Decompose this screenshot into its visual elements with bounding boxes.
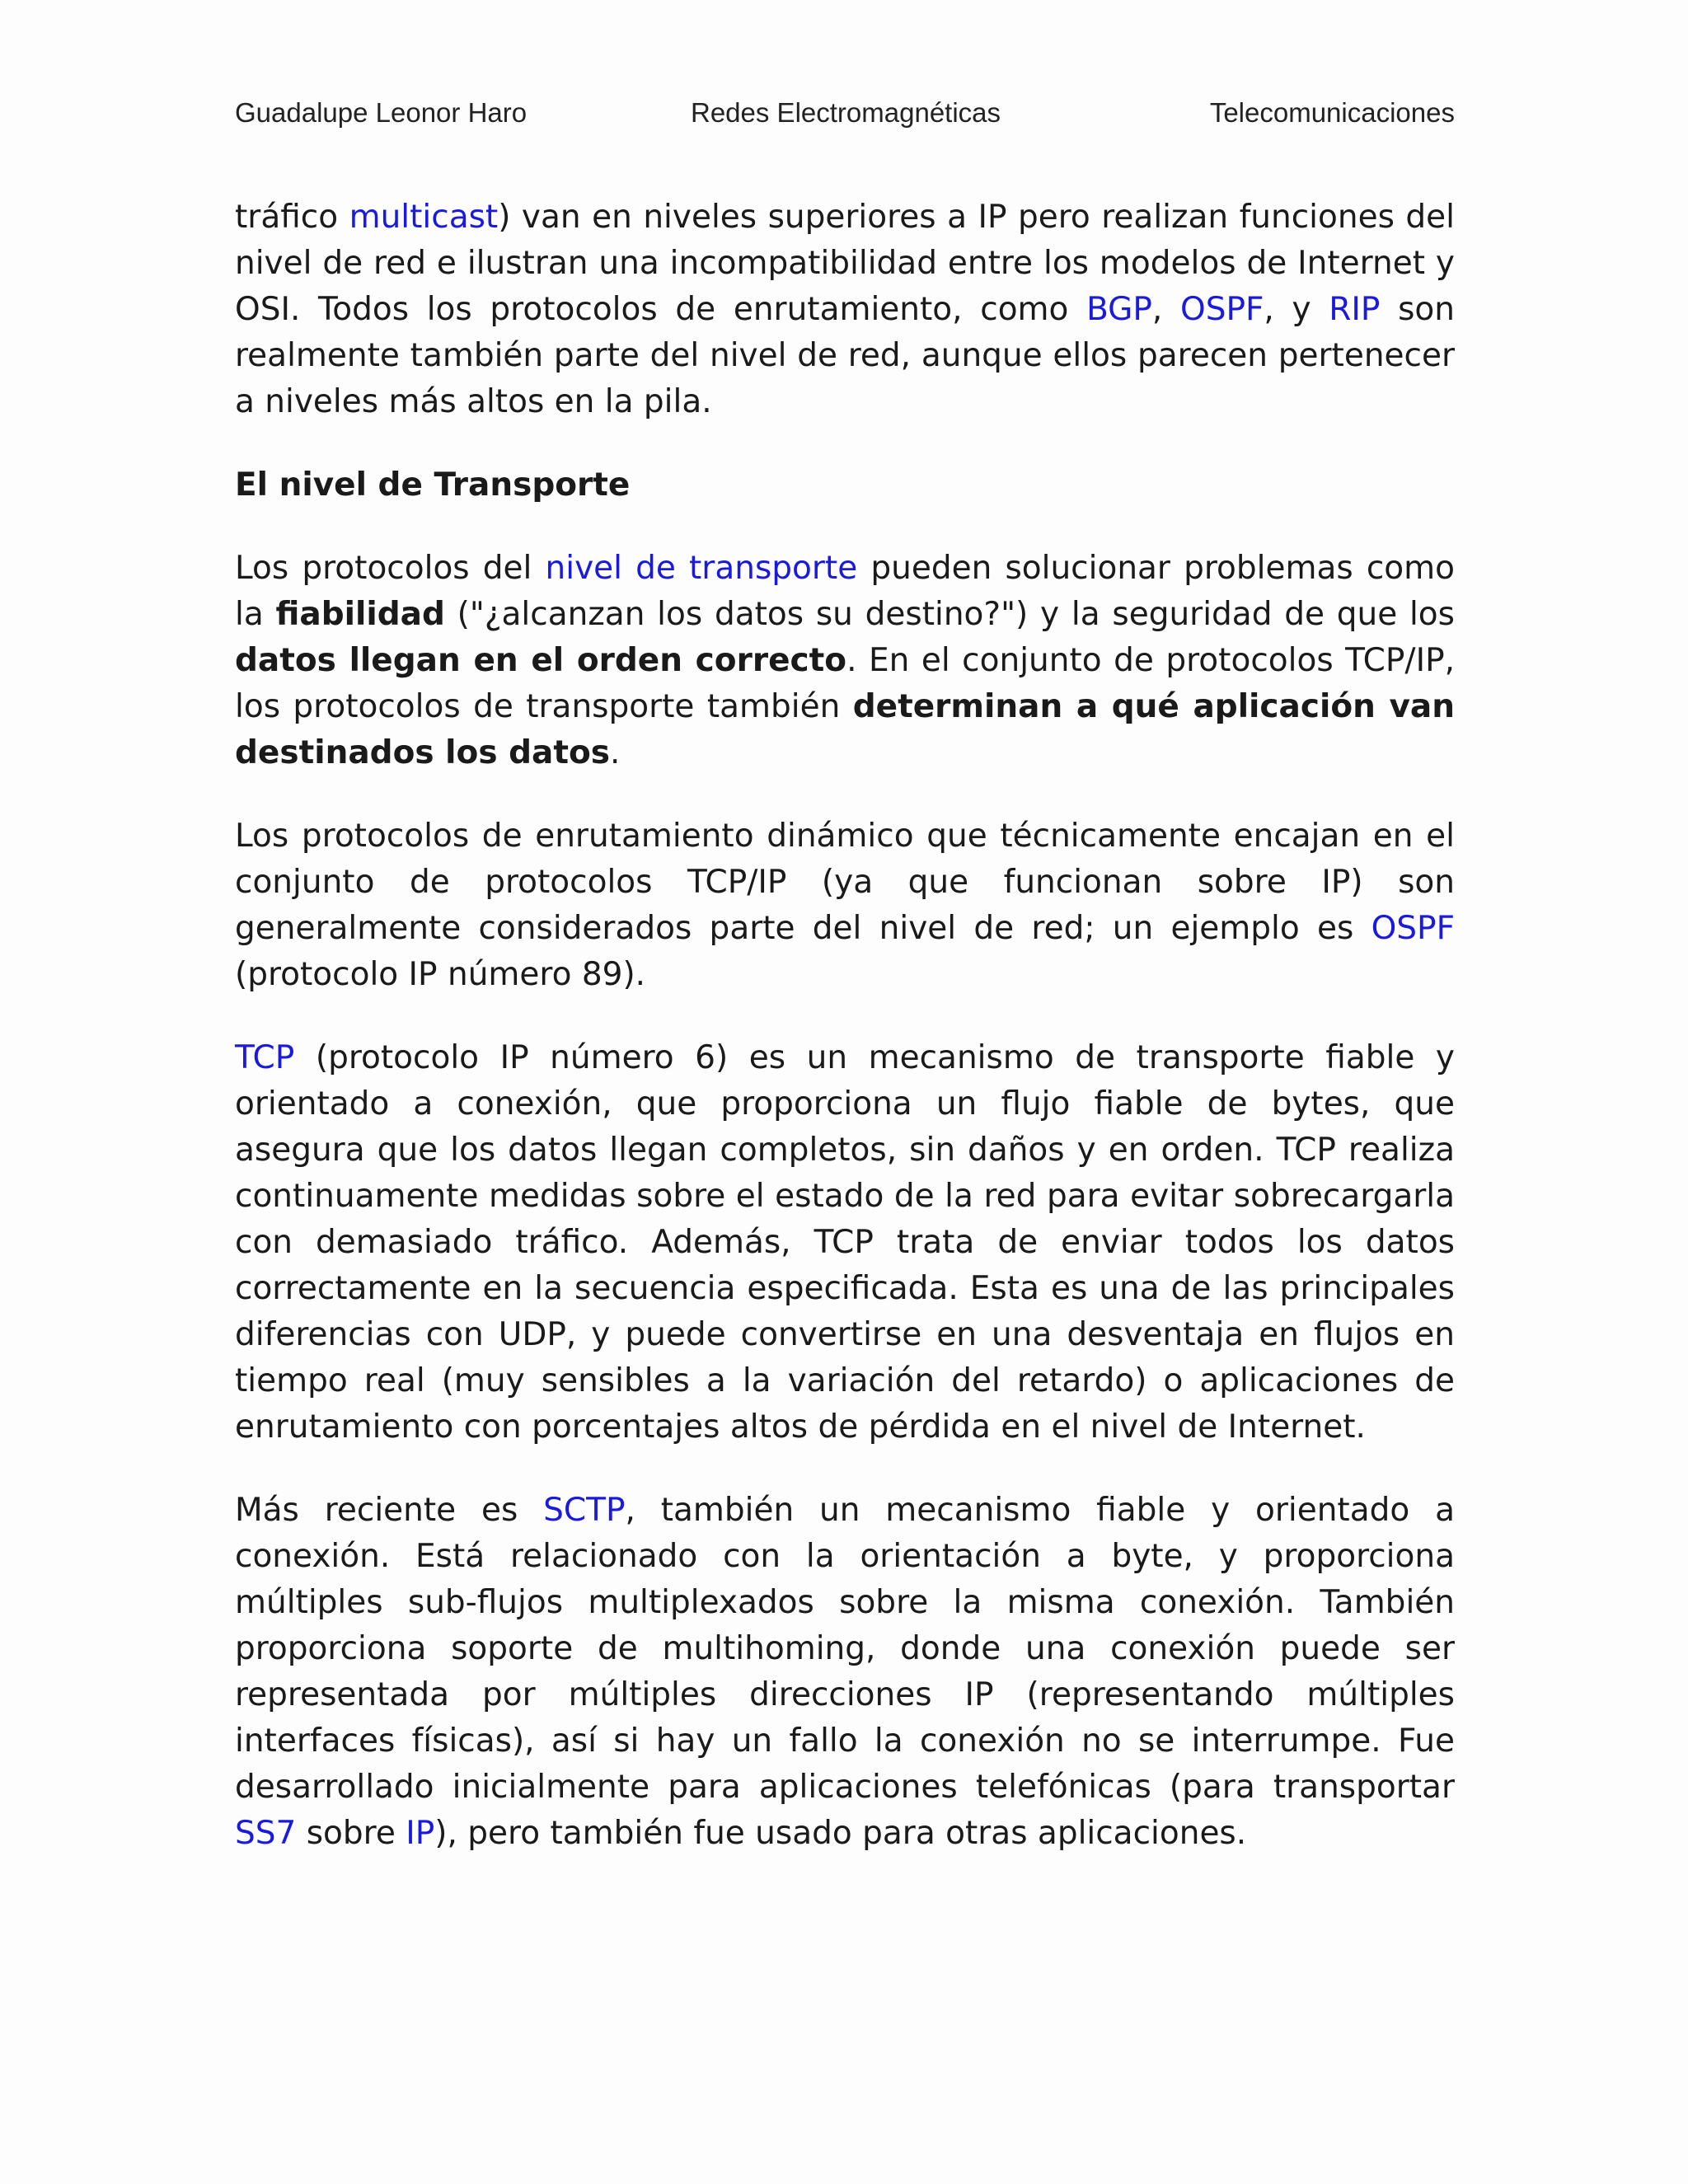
link-ss7[interactable]: SS7 [235, 1815, 297, 1852]
link-tcp[interactable]: TCP [235, 1039, 295, 1076]
bold-fiabilidad: fiabilidad [275, 596, 445, 633]
header-subject: Telecomunicaciones [1209, 97, 1455, 128]
paragraph-dynamic-routing: Los protocolos de enrutamiento dinámico que técnicamente encajan en el conjunto de protocolos TCP/IP (ya que funcionan sobre IP) son generalmente considerados parte del nivel de red; un ejemplo es OSPF (protocolo IP número 89). [235, 818, 1455, 993]
page-header [235, 97, 1455, 138]
paragraph-transport-intro: Los protocolos del nivel de transporte pueden solucionar problemas como la fiabilidad ("¿alcanzan los datos su destino?") y la seguridad de que los datos llegan en el orden correcto. En el conjunto de protocolos TCP/IP, los protocolos de transporte también determinan a qué aplicación van destinados los datos. [235, 550, 1455, 771]
link-nivel-de-transporte[interactable]: nivel de transporte [545, 550, 858, 587]
document-body [235, 194, 1455, 1894]
header-title: Redes Electromagnéticas [691, 97, 1001, 128]
link-sctp[interactable]: SCTP [543, 1492, 626, 1529]
link-multicast[interactable]: multicast [349, 199, 499, 236]
link-ospf[interactable]: OSPF [1180, 291, 1264, 328]
link-ip[interactable]: IP [406, 1815, 435, 1852]
paragraph-sctp: Más reciente es SCTP, también un mecanismo fiable y orientado a conexión. Está relacionado con la orientación a byte, y proporciona múltiples sub-flujos multiplexados sobre la misma conexión. También proporciona soporte de multihoming, donde una conexión puede ser representada por múltiples direcciones IP (representando múltiples interfaces físicas), así si hay un fallo la conexión no se interrumpe. Fue desarrollado inicialmente para aplicaciones telefónicas (para transportar SS7 sobre IP), pero también fue usado para otras aplicaciones. [235, 1492, 1455, 1852]
bold-determinan-aplicacion: determinan a qué aplicación van destinados los datos [235, 688, 1455, 771]
paragraph-routing-protocols: tráfico multicast) van en niveles superiores a IP pero realizan funciones del nivel de red e ilustran una incompatibilidad entre los modelos de Internet y OSI. Todos los protocolos de enrutamiento, como BGP, OSPF, y RIP son realmente también parte del nivel de red, aunque ellos parecen pertenecer a niveles más altos en la pila. [235, 199, 1455, 420]
link-ospf-2[interactable]: OSPF [1371, 910, 1455, 947]
paragraph-tcp: TCP (protocolo IP número 6) es un mecanismo de transporte fiable y orientado a conexión, que proporciona un flujo fiable de bytes, que asegura que los datos llegan completos, sin daños y en orden. TCP realiza continuamente medidas sobre el estado de la red para evitar sobrecargarla con demasiado tráfico. Además, TCP trata de enviar todos los datos correctamente en la secuencia especificada. Esta es una de las principales diferencias con UDP, y puede convertirse en una desventaja en flujos en tiempo real (muy sensibles a la variación del retardo) o aplicaciones de enrutamiento con porcentajes altos de pérdida en el nivel de Internet. [235, 1039, 1455, 1446]
section-heading: El nivel de Transporte [235, 466, 631, 504]
link-bgp[interactable]: BGP [1086, 291, 1152, 328]
header-author: Guadalupe Leonor Haro [235, 97, 528, 128]
bold-datos-orden: datos llegan en el orden correcto [235, 642, 847, 679]
link-rip[interactable]: RIP [1329, 291, 1381, 328]
